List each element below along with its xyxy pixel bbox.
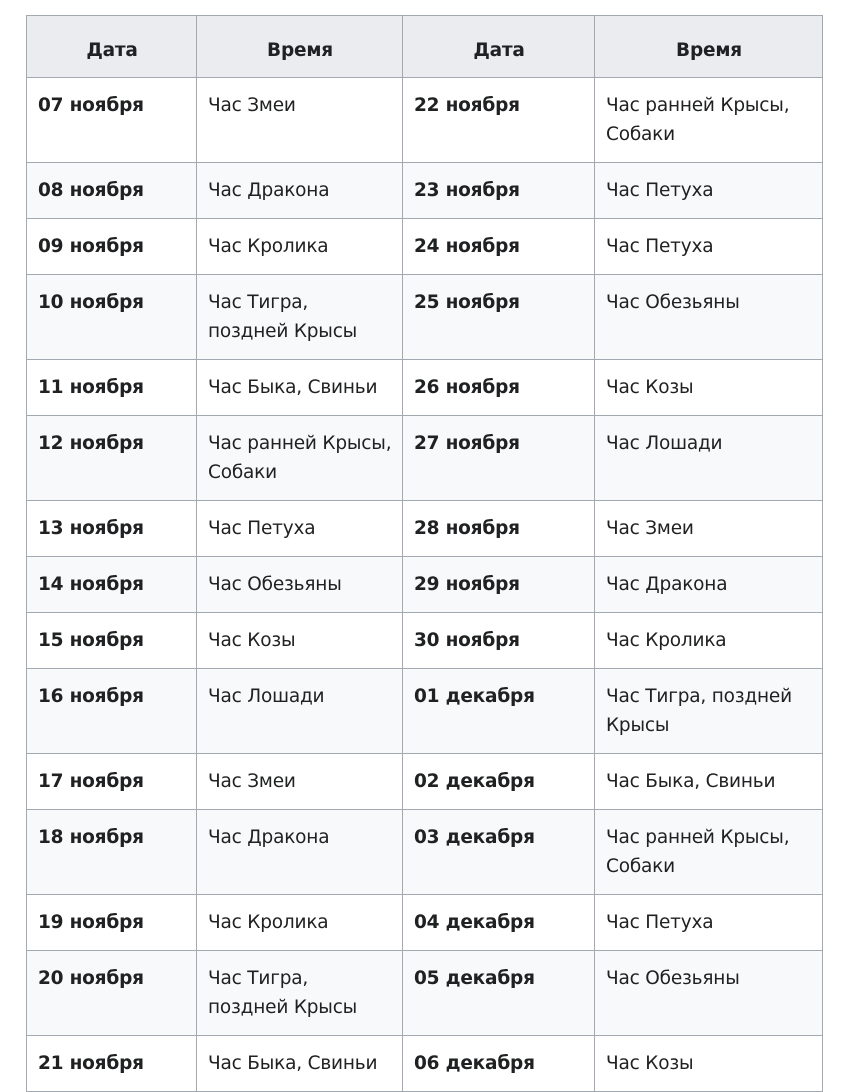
date-cell: 23 ноября — [403, 163, 595, 219]
date-cell: 22 ноября — [403, 78, 595, 163]
table-row — [27, 501, 823, 557]
date-cell: 18 ноября — [27, 810, 197, 895]
date-cell: 19 ноября — [27, 895, 197, 951]
table-row — [27, 951, 823, 1036]
table-row — [27, 416, 823, 501]
date-cell: 27 ноября — [403, 416, 595, 501]
date-cell: 14 ноября — [27, 557, 197, 613]
time-cell: Час Дракона — [197, 810, 403, 895]
table-row — [27, 810, 823, 895]
header-row — [27, 16, 823, 78]
date-cell: 28 ноября — [403, 501, 595, 557]
time-cell: Час ранней Крысы, Собаки — [595, 810, 823, 895]
time-cell: Час Змеи — [197, 754, 403, 810]
time-cell: Час Петуха — [197, 501, 403, 557]
time-cell: Час Козы — [595, 360, 823, 416]
date-cell: 25 ноября — [403, 275, 595, 360]
time-cell: Час Кролика — [197, 895, 403, 951]
date-cell: 30 ноября — [403, 613, 595, 669]
table-row — [27, 78, 823, 163]
date-cell: 08 ноября — [27, 163, 197, 219]
time-cell: Час Обезьяны — [595, 275, 823, 360]
time-cell: Час ранней Крысы, Собаки — [595, 78, 823, 163]
date-cell: 17 ноября — [27, 754, 197, 810]
table-container — [26, 15, 823, 1092]
date-cell: 11 ноября — [27, 360, 197, 416]
date-cell: 16 ноября — [27, 669, 197, 754]
table-row — [27, 895, 823, 951]
table-header — [27, 16, 823, 78]
table-row — [27, 754, 823, 810]
date-cell: 15 ноября — [27, 613, 197, 669]
time-cell: Час Дракона — [595, 557, 823, 613]
date-cell: 07 ноября — [27, 78, 197, 163]
table-row — [27, 1036, 823, 1092]
time-cell: Час Дракона — [197, 163, 403, 219]
table-body — [27, 78, 823, 1092]
date-cell: 13 ноября — [27, 501, 197, 557]
date-cell: 04 декабря — [403, 895, 595, 951]
schedule-table — [26, 15, 823, 1092]
header-date-2: Дата — [403, 16, 595, 78]
date-cell: 01 декабря — [403, 669, 595, 754]
header-time-1: Время — [197, 16, 403, 78]
table-row — [27, 557, 823, 613]
table-row — [27, 360, 823, 416]
time-cell: Час Быка, Свиньи — [595, 754, 823, 810]
time-cell: Час Петуха — [595, 163, 823, 219]
date-cell: 02 декабря — [403, 754, 595, 810]
time-cell: Час Козы — [197, 613, 403, 669]
date-cell: 10 ноября — [27, 275, 197, 360]
time-cell: Час Петуха — [595, 895, 823, 951]
time-cell: Час Кролика — [595, 613, 823, 669]
date-cell: 12 ноября — [27, 416, 197, 501]
date-cell: 29 ноября — [403, 557, 595, 613]
table-row — [27, 613, 823, 669]
time-cell: Час Козы — [595, 1036, 823, 1092]
table-row — [27, 163, 823, 219]
time-cell: Час ранней Крысы, Собаки — [197, 416, 403, 501]
time-cell: Час Обезьяны — [197, 557, 403, 613]
time-cell: Час Лошади — [595, 416, 823, 501]
date-cell: 24 ноября — [403, 219, 595, 275]
time-cell: Час Змеи — [197, 78, 403, 163]
time-cell: Час Кролика — [197, 219, 403, 275]
header-date-1: Дата — [27, 16, 197, 78]
date-cell: 03 декабря — [403, 810, 595, 895]
table-row — [27, 275, 823, 360]
time-cell: Час Лошади — [197, 669, 403, 754]
time-cell: Час Быка, Свиньи — [197, 360, 403, 416]
time-cell: Час Тигра, поздней Крысы — [197, 951, 403, 1036]
date-cell: 21 ноября — [27, 1036, 197, 1092]
date-cell: 09 ноября — [27, 219, 197, 275]
date-cell: 26 ноября — [403, 360, 595, 416]
time-cell: Час Змеи — [595, 501, 823, 557]
time-cell: Час Обезьяны — [595, 951, 823, 1036]
date-cell: 20 ноября — [27, 951, 197, 1036]
header-time-2: Время — [595, 16, 823, 78]
date-cell: 06 декабря — [403, 1036, 595, 1092]
time-cell: Час Тигра, поздней Крысы — [197, 275, 403, 360]
date-cell: 05 декабря — [403, 951, 595, 1036]
table-row — [27, 219, 823, 275]
time-cell: Час Тигра, поздней Крысы — [595, 669, 823, 754]
time-cell: Час Быка, Свиньи — [197, 1036, 403, 1092]
table-row — [27, 669, 823, 754]
time-cell: Час Петуха — [595, 219, 823, 275]
